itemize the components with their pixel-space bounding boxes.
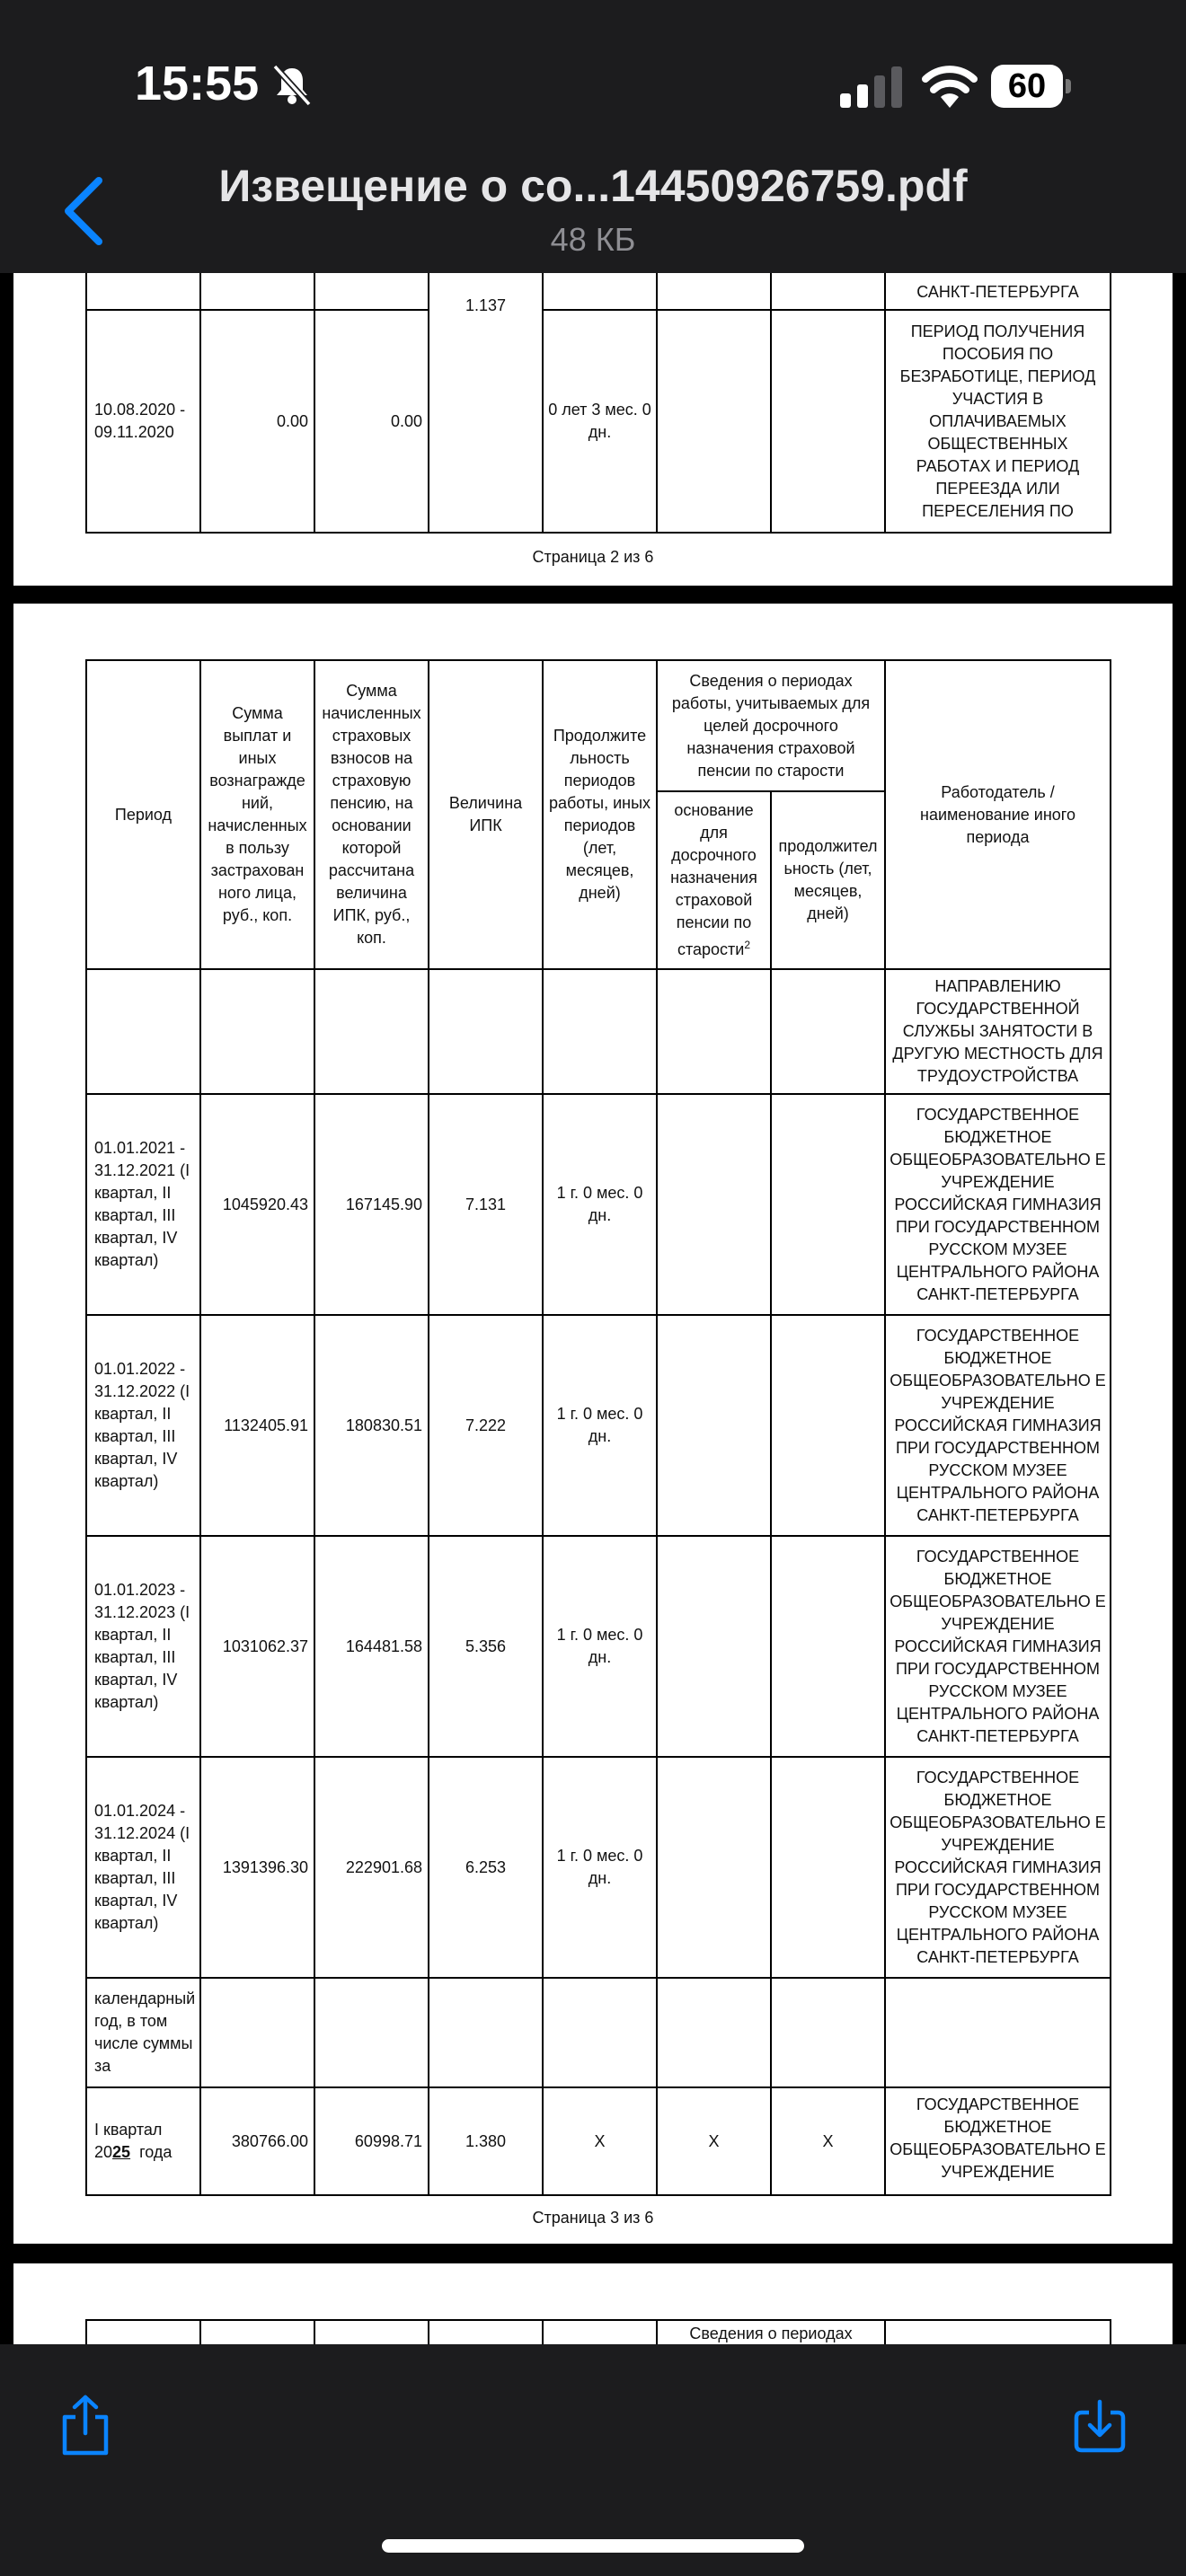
ipk-cell: 7.222 xyxy=(429,1315,543,1536)
document-title: Извещение о со...14450926759.pdf xyxy=(218,161,968,211)
period-cell xyxy=(86,2087,200,2195)
employer-cell: НАПРАВЛЕНИЮ ГОСУДАРСТВЕННОЙ СЛУЖБЫ ЗАНЯТОСТИ В ДРУГУЮ МЕСТНОСТЬ ДЛЯ ТРУДОУСТРОЙСТВА xyxy=(885,969,1111,1094)
status-time: 15:55 xyxy=(135,57,260,110)
page-number: Страница 3 из 6 xyxy=(532,2209,654,2227)
sum-payments-cell: 1031062.37 xyxy=(200,1536,314,1757)
top-bar xyxy=(0,0,1186,273)
ipk-cell: 1.380 xyxy=(429,2087,543,2195)
column-header-early-group: Сведения о периодах xyxy=(657,2320,885,2344)
quarter-label: I квартал 20 xyxy=(94,2121,163,2161)
ipk-cell: 1.137 xyxy=(429,273,543,533)
employer-cell: САНКТ-ПЕТЕРБУРГА xyxy=(885,273,1111,310)
sum-payments-cell: 1132405.91 xyxy=(200,1315,314,1536)
battery-indicator: 60 xyxy=(991,65,1063,108)
ipk-cell: 7.131 xyxy=(429,1094,543,1315)
column-header-early-duration: продолжител ьность (лет, месяцев, дней) xyxy=(771,791,885,969)
document-size: 48 КБ xyxy=(550,221,636,258)
page4-table xyxy=(85,2319,1111,2344)
back-chevron-icon[interactable] xyxy=(61,175,106,247)
period-cell: 01.01.2021 - 31.12.2021 (I квартал, II квартал, III квартал, IV квартал) xyxy=(86,1094,200,1315)
home-indicator xyxy=(382,2539,804,2553)
table-row xyxy=(86,1978,1111,2087)
employer-cell: ГОСУДАРСТВЕННОЕ БЮДЖЕТНОЕ ОБЩЕОБРАЗОВАТЕЛЬНО Е УЧРЕЖДЕНИЕ РОССИЙСКАЯ ГИМНАЗИЯ ПРИ ГОСУДАРСТВЕННОМ РУССКОМ МУЗЕЕ ЦЕНТРАЛЬНОГО РАЙОНА САНКТ-ПЕТЕРБУРГА xyxy=(885,1315,1111,1536)
early-basis-cell: Х xyxy=(657,2087,771,2195)
table-row xyxy=(86,1315,1111,1536)
table-row xyxy=(86,969,1111,1094)
column-header-sum-payments: Сумма выплат и иных вознагражде ний, начисленных в пользу застрахован ного лица, руб., коп. xyxy=(200,660,314,969)
duration-cell: 1 г. 0 мес. 0 дн. xyxy=(543,1757,657,1978)
wifi-icon xyxy=(921,65,978,110)
pdf-page-4 xyxy=(13,2263,1173,2344)
page2-table xyxy=(85,273,1111,534)
employer-cell: ГОСУДАРСТВЕННОЕ БЮДЖЕТНОЕ ОБЩЕОБРАЗОВАТЕЛЬНО Е УЧРЕЖДЕНИЕ РОССИЙСКАЯ ГИМНАЗИЯ ПРИ ГОСУДАРСТВЕННОМ РУССКОМ МУЗЕЕ ЦЕНТРАЛЬНОГО РАЙОНА САНКТ-ПЕТЕРБУРГА xyxy=(885,1536,1111,1757)
column-header-early-basis xyxy=(657,791,771,969)
cellular-signal-icon xyxy=(840,66,903,108)
column-header-sum-contributions: Сумма начисленных страховых взносов на страховую пенсию, на основании которой рассчитана величина ИПК, руб., коп. xyxy=(314,660,429,969)
period-cell: 01.01.2024 - 31.12.2024 (I квартал, II квартал, III квартал, IV квартал) xyxy=(86,1757,200,1978)
sum-contributions-cell: 164481.58 xyxy=(314,1536,429,1757)
early-basis-text: основание для досрочного назначения страховой пенсии по старости xyxy=(670,801,757,958)
column-header-employer: Работодатель / наименование иного периода xyxy=(885,660,1111,969)
save-to-files-icon[interactable] xyxy=(1073,2398,1127,2454)
share-icon[interactable] xyxy=(59,2394,111,2457)
sum-payments-cell: 1045920.43 xyxy=(200,1094,314,1315)
footnote-marker: 2 xyxy=(744,939,751,951)
early-duration-cell: Х xyxy=(771,2087,885,2195)
duration-cell: 1 г. 0 мес. 0 дн. xyxy=(543,1094,657,1315)
page3-table xyxy=(85,659,1111,2196)
sum-payments-cell: 380766.00 xyxy=(200,2087,314,2195)
sum-contributions-cell: 222901.68 xyxy=(314,1757,429,1978)
bell-slash-icon xyxy=(270,63,314,108)
column-header-duration: Продолжите льность периодов работы, иных периодов (лет, месяцев, дней) xyxy=(543,660,657,969)
sum-contributions-cell: 60998.71 xyxy=(314,2087,429,2195)
quarter-label-suffix: года xyxy=(139,2143,173,2161)
employer-cell: ГОСУДАРСТВЕННОЕ БЮДЖЕТНОЕ ОБЩЕОБРАЗОВАТЕЛЬНО Е УЧРЕЖДЕНИЕ xyxy=(885,2087,1111,2195)
period-cell: 01.01.2022 - 31.12.2022 (I квартал, II квартал, III квартал, IV квартал) xyxy=(86,1315,200,1536)
table-row xyxy=(86,1757,1111,1978)
table-row xyxy=(86,1536,1111,1757)
ipk-cell: 5.356 xyxy=(429,1536,543,1757)
sum-payments-cell: 1391396.30 xyxy=(200,1757,314,1978)
column-header-period: Период xyxy=(86,660,200,969)
sum-payments-cell: 0.00 xyxy=(200,310,314,533)
duration-cell: 1 г. 0 мес. 0 дн. xyxy=(543,1536,657,1757)
table-row xyxy=(86,1094,1111,1315)
period-cell: 10.08.2020 - 09.11.2020 xyxy=(86,310,200,533)
pdf-page-3 xyxy=(13,604,1173,2244)
sum-contributions-cell: 167145.90 xyxy=(314,1094,429,1315)
ipk-cell: 6.253 xyxy=(429,1757,543,1978)
employer-cell: ПЕРИОД ПОЛУЧЕНИЯ ПОСОБИЯ ПО БЕЗРАБОТИЦЕ, ПЕРИОД УЧАСТИЯ В ОПЛАЧИВАЕМЫХ ОБЩЕСТВЕННЫХ РАБОТАХ И ПЕРИОД ПЕРЕЕЗДА ИЛИ ПЕРЕСЕЛЕНИЯ ПО xyxy=(885,310,1111,533)
sum-contributions-cell: 180830.51 xyxy=(314,1315,429,1536)
duration-cell: 1 г. 0 мес. 0 дн. xyxy=(543,1315,657,1536)
page-number: Страница 2 из 6 xyxy=(532,548,654,566)
period-cell: 01.01.2023 - 31.12.2023 (I квартал, II квартал, III квартал, IV квартал) xyxy=(86,1536,200,1757)
table-row xyxy=(86,2087,1111,2195)
sum-contributions-cell: 0.00 xyxy=(314,310,429,533)
employer-cell: ГОСУДАРСТВЕННОЕ БЮДЖЕТНОЕ ОБЩЕОБРАЗОВАТЕЛЬНО Е УЧРЕЖДЕНИЕ РОССИЙСКАЯ ГИМНАЗИЯ ПРИ ГОСУДАРСТВЕННОМ РУССКОМ МУЗЕЕ ЦЕНТРАЛЬНОГО РАЙОНА САНКТ-ПЕТЕРБУРГА xyxy=(885,1094,1111,1315)
period-cell: календарный год, в том числе суммы за xyxy=(86,1978,200,2087)
quarter-year: 25 xyxy=(112,2143,131,2161)
pdf-page-2 xyxy=(13,273,1173,586)
employer-cell: ГОСУДАРСТВЕННОЕ БЮДЖЕТНОЕ ОБЩЕОБРАЗОВАТЕЛЬНО Е УЧРЕЖДЕНИЕ РОССИЙСКАЯ ГИМНАЗИЯ ПРИ ГОСУДАРСТВЕННОМ РУССКОМ МУЗЕЕ ЦЕНТРАЛЬНОГО РАЙОНА САНКТ-ПЕТЕРБУРГА xyxy=(885,1757,1111,1978)
column-header-ipk: Величина ИПК xyxy=(429,660,543,969)
battery-cap xyxy=(1066,79,1071,93)
duration-cell: Х xyxy=(543,2087,657,2195)
column-header-early-group: Сведения о периодах работы, учитываемых для целей досрочного назначения страховой пенсии по старости xyxy=(657,660,885,791)
duration-cell: 0 лет 3 мес. 0 дн. xyxy=(543,310,657,533)
